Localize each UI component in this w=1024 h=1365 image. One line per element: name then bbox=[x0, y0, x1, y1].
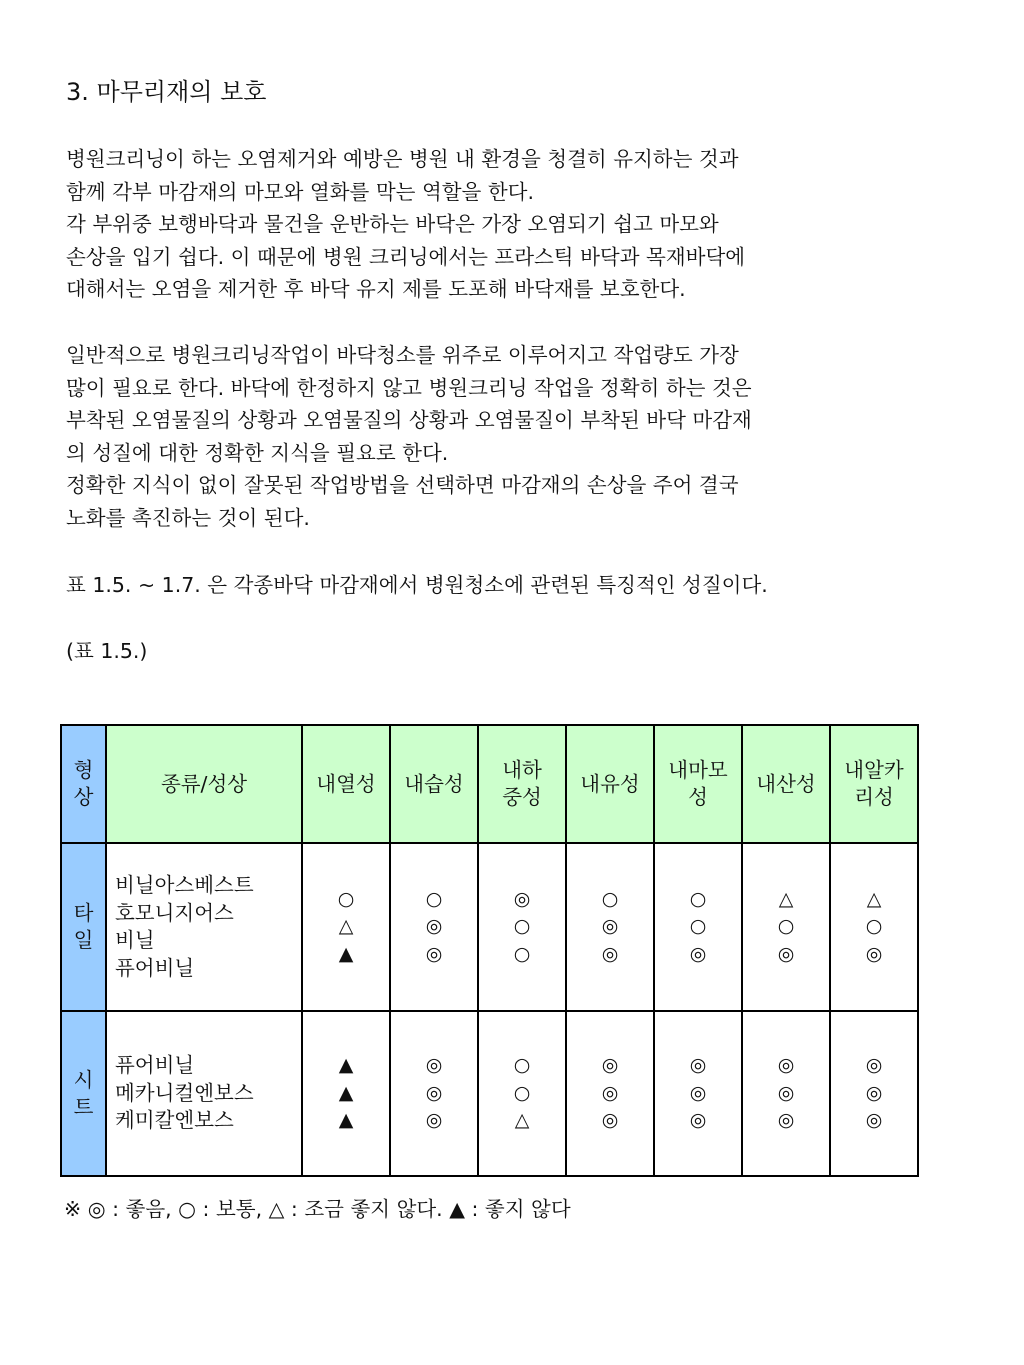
paragraph-line: 병원크리닝이 하는 오염제거와 예방은 병원 내 환경을 청결히 유지하는 것과 bbox=[66, 147, 739, 171]
header-label: 중성 bbox=[502, 785, 542, 809]
header-kind-cell: 종류/성상 bbox=[106, 725, 302, 843]
paragraph-line: 각 부위중 보행바닥과 물건을 운반하는 바닥은 가장 오염되기 쉽고 마모와 bbox=[66, 212, 719, 236]
header-acid-resistance bbox=[742, 725, 830, 843]
kind-item: 퓨어비닐 bbox=[115, 955, 195, 980]
header-label: 내알카 bbox=[844, 758, 904, 782]
rating-symbol: ◎ bbox=[777, 1109, 795, 1132]
paragraph-protection-role bbox=[66, 143, 745, 306]
rating-symbol: △ bbox=[866, 887, 882, 910]
rating-cell bbox=[566, 1011, 654, 1176]
rating-symbol: ○ bbox=[777, 915, 795, 938]
rating-cell bbox=[742, 1011, 830, 1176]
header-load-resistance bbox=[478, 725, 566, 843]
header-label: 내산성 bbox=[756, 771, 816, 796]
header-label: 내열성 bbox=[316, 771, 376, 796]
header-label: 내하 bbox=[502, 758, 542, 782]
kind-item: 퓨어비닐 bbox=[115, 1053, 195, 1078]
rating-symbol: ◎ bbox=[777, 1054, 795, 1077]
header-abrasion-resistance bbox=[654, 725, 742, 843]
rating-cell bbox=[830, 843, 918, 1011]
rating-symbol: ◎ bbox=[865, 1054, 883, 1077]
rating-symbol: ◎ bbox=[601, 1081, 619, 1104]
table-row-tile bbox=[61, 843, 918, 1011]
rating-cell bbox=[390, 1011, 478, 1176]
kind-item: 호모니지어스 bbox=[115, 900, 234, 925]
paragraph-line: 노화를 촉진하는 것이 된다. bbox=[66, 505, 310, 530]
paragraph-line: 표 1.5. ~ 1.7. 은 각종바닥 마감재에서 병원청소에 관련된 특징적인 성질이다. bbox=[66, 573, 768, 597]
header-oil-resistance bbox=[566, 725, 654, 843]
rating-symbol: ◎ bbox=[601, 915, 619, 938]
rating-cell bbox=[742, 843, 830, 1011]
rating-symbol: ◎ bbox=[777, 1081, 795, 1104]
rating-symbol: ◎ bbox=[865, 1081, 883, 1104]
rating-symbol: ◎ bbox=[425, 1054, 443, 1077]
header-label: 성 bbox=[688, 785, 708, 809]
table-caption bbox=[66, 635, 147, 668]
table-header-row bbox=[61, 725, 918, 843]
paragraph-line: 부착된 오염물질의 상황과 오염물질의 상황과 오염물질이 부착된 바닥 마감재 bbox=[66, 408, 752, 432]
header-heat-resistance bbox=[302, 725, 390, 843]
paragraph-table-intro bbox=[66, 569, 768, 602]
rating-symbol: ◎ bbox=[689, 942, 707, 965]
rating-symbol: ○ bbox=[425, 887, 443, 910]
rating-symbol: △ bbox=[338, 915, 354, 938]
rating-symbol: △ bbox=[778, 887, 794, 910]
header-label: 내습성 bbox=[404, 771, 464, 796]
rating-symbol: ○ bbox=[513, 1081, 531, 1104]
header-shape-char: 상 bbox=[73, 785, 94, 809]
rating-symbol: ◎ bbox=[425, 942, 443, 965]
paragraph-line: 많이 필요로 한다. 바닥에 한정하지 않고 병원크리닝 작업을 정확히 하는 것은 bbox=[66, 375, 752, 400]
rating-cell bbox=[478, 843, 566, 1011]
rating-cell bbox=[566, 843, 654, 1011]
section-title: 3. 마무리재의 보호 bbox=[66, 78, 267, 106]
shape-char: 트 bbox=[73, 1094, 94, 1119]
rating-symbol: ◎ bbox=[425, 915, 443, 938]
rating-cell bbox=[654, 1011, 742, 1176]
header-label: 리성 bbox=[854, 785, 894, 809]
rating-symbol: ▲ bbox=[338, 1081, 354, 1104]
header-label: 내마모 bbox=[668, 758, 728, 782]
rating-symbol: ◎ bbox=[425, 1081, 443, 1104]
header-moisture-resistance bbox=[390, 725, 478, 843]
rating-symbol: ▲ bbox=[338, 1054, 354, 1077]
shape-char: 일 bbox=[73, 928, 94, 952]
rating-cell bbox=[478, 1011, 566, 1176]
rating-symbol: ◎ bbox=[865, 1109, 883, 1132]
kind-cell-tile bbox=[106, 843, 302, 1011]
rating-symbol: ◎ bbox=[689, 1081, 707, 1104]
rating-cell bbox=[302, 1011, 390, 1176]
paragraph-line: 의 성질에 대한 정확한 지식을 필요로 한다. bbox=[66, 440, 449, 465]
paragraph-line: 함께 각부 마감재의 마모와 열화를 막는 역할을 한다. bbox=[66, 179, 534, 204]
rating-symbol: ○ bbox=[689, 915, 707, 938]
rating-cell bbox=[830, 1011, 918, 1176]
rating-symbol: ◎ bbox=[777, 942, 795, 965]
rating-cell bbox=[390, 843, 478, 1011]
rating-symbol: ○ bbox=[865, 915, 883, 938]
rating-symbol: ◎ bbox=[425, 1109, 443, 1132]
floor-material-properties-table bbox=[60, 724, 919, 1177]
rating-symbol: ○ bbox=[601, 887, 619, 910]
kind-item: 비닐 bbox=[115, 928, 155, 952]
header-alkali-resistance bbox=[830, 725, 918, 843]
rating-symbol: ◎ bbox=[601, 1109, 619, 1132]
kind-item: 비닐아스베스트 bbox=[115, 873, 254, 897]
header-shape-cell bbox=[61, 725, 106, 843]
shape-char: 타 bbox=[73, 901, 94, 925]
kind-item: 메카니컬엔보스 bbox=[115, 1080, 254, 1105]
rating-symbol: ◎ bbox=[601, 1054, 619, 1077]
rating-symbol: ○ bbox=[513, 1054, 531, 1077]
legend-note: ※ ◎ : 좋음, ○ : 보통, △ : 조금 좋지 않다. ▲ : 좋지 않다 bbox=[64, 1197, 571, 1221]
header-label: 내유성 bbox=[580, 771, 640, 796]
rating-symbol: △ bbox=[514, 1109, 530, 1132]
shape-cell-sheet bbox=[61, 1011, 106, 1176]
rating-cell bbox=[654, 843, 742, 1011]
rating-symbol: ▲ bbox=[338, 942, 354, 965]
rating-symbol: ○ bbox=[689, 887, 707, 910]
kind-item: 케미칼엔보스 bbox=[115, 1108, 234, 1133]
paragraph-line: 일반적으로 병원크리닝작업이 바닥청소를 위주로 이루어지고 작업량도 가장 bbox=[66, 343, 739, 367]
rating-symbol: ◎ bbox=[601, 942, 619, 965]
paragraph-line: 정확한 지식이 없이 잘못된 작업방법을 선택하면 마감재의 손상을 주어 결국 bbox=[66, 473, 739, 497]
rating-symbol: ○ bbox=[337, 887, 355, 910]
rating-symbol: ◎ bbox=[513, 887, 531, 910]
paragraph-line: 대해서는 오염을 제거한 후 바닥 유지 제를 도포해 바닥재를 보호한다. bbox=[66, 277, 686, 301]
caption-text: (표 1.5.) bbox=[66, 639, 148, 663]
paragraph-line: 손상을 입기 쉽다. 이 때문에 병원 크리닝에서는 프라스틱 바닥과 목재바닥에 bbox=[66, 244, 746, 269]
rating-cell bbox=[302, 843, 390, 1011]
shape-cell-tile bbox=[61, 843, 106, 1011]
rating-symbol: ◎ bbox=[865, 942, 883, 965]
rating-symbol: ◎ bbox=[689, 1109, 707, 1132]
paragraph-floor-cleaning bbox=[66, 339, 752, 534]
table-row-sheet bbox=[61, 1011, 918, 1176]
rating-symbol: ○ bbox=[513, 942, 531, 965]
header-shape-char: 형 bbox=[73, 758, 94, 782]
rating-symbol: ◎ bbox=[689, 1054, 707, 1077]
shape-char: 시 bbox=[73, 1067, 94, 1092]
rating-symbol: ○ bbox=[513, 915, 531, 938]
rating-symbol: ▲ bbox=[338, 1109, 354, 1132]
kind-cell-sheet bbox=[106, 1011, 302, 1176]
